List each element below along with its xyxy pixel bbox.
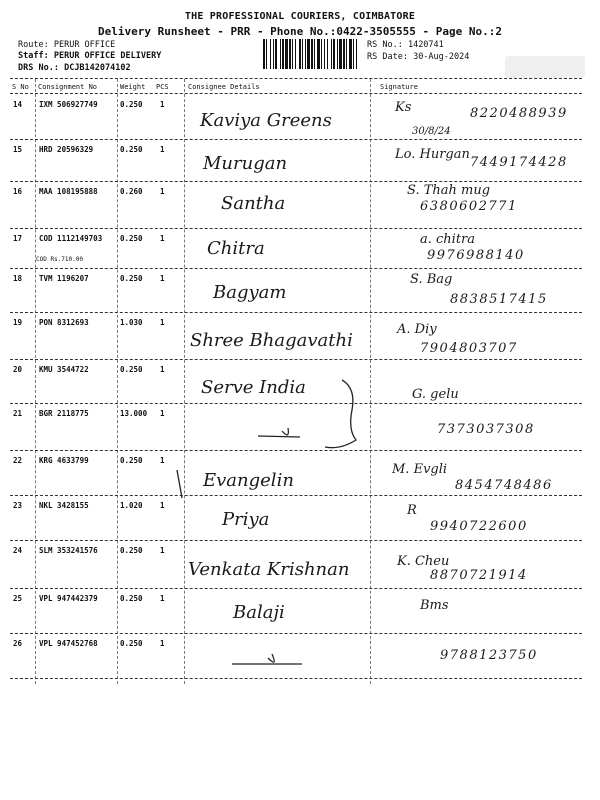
row21-bracket-mark xyxy=(177,470,182,498)
row-consignee-handwritten: Venkata Krishnan xyxy=(188,559,350,580)
row-sno: 14 xyxy=(13,100,23,109)
row-consignment-no: COD 1112149703 xyxy=(39,234,103,243)
row-consignment-no: IXM 506927749 xyxy=(39,100,98,109)
header-signature: Signature xyxy=(380,83,418,91)
row-consignee-handwritten: Kaviya Greens xyxy=(200,110,332,131)
row-sno: 24 xyxy=(13,546,23,555)
row-sno: 25 xyxy=(13,594,23,603)
row-weight: 1.020 xyxy=(120,501,143,510)
row-weight: 0.250 xyxy=(120,365,143,374)
row-consignment-no: SLM 353241576 xyxy=(39,546,98,555)
row-signature: G. gelu xyxy=(412,387,459,402)
row-signature: A. Diy xyxy=(397,322,437,337)
row-phone-handwritten: 9940722600 xyxy=(430,519,528,534)
row-signature: Lo. Hurgan xyxy=(395,147,470,162)
staff-label: Staff: xyxy=(18,51,49,61)
row-pcs: 1 xyxy=(160,409,165,418)
row-consignment-no: BGR 2118775 xyxy=(39,409,89,418)
drs-value: DCJB142074102 xyxy=(64,63,131,73)
row-date-handwritten: 30/8/24 xyxy=(412,126,451,137)
rs-date-label: RS Date: xyxy=(367,52,408,62)
row-phone-handwritten: 8838517415 xyxy=(450,292,548,307)
row-signature: S. Thah mug xyxy=(407,183,491,198)
row-pcs: 1 xyxy=(160,365,165,374)
row-pcs: 1 xyxy=(160,501,165,510)
row-phone-handwritten: 8220488939 xyxy=(470,106,568,121)
row-sno: 15 xyxy=(13,145,23,154)
row-consignee-handwritten: Shree Bhagavathi xyxy=(190,330,353,351)
underline-scribble xyxy=(258,428,300,437)
row-consignment-no: NKL 3428155 xyxy=(39,501,89,510)
row-signature: a. chitra xyxy=(420,232,476,247)
row-phone-handwritten: 9976988140 xyxy=(427,248,525,263)
row-phone-handwritten: 8870721914 xyxy=(430,568,528,583)
row-weight: 1.030 xyxy=(120,318,143,327)
rs-date-value: 30-Aug-2024 xyxy=(413,52,470,62)
row-consignment-no: VPL 947452768 xyxy=(39,639,98,648)
row-consignment-no: HRD 20596329 xyxy=(39,145,94,154)
row-signature: Ks xyxy=(395,100,412,115)
header-pcs: PCS xyxy=(156,83,169,91)
row-weight: 0.250 xyxy=(120,100,143,109)
row-phone-handwritten: 7904803707 xyxy=(420,341,518,356)
row-sno: 26 xyxy=(13,639,23,648)
row-weight: 0.250 xyxy=(120,234,143,243)
row-cod-amount: COD Rs.710.00 xyxy=(36,256,83,263)
row-consignee-handwritten: Bagyam xyxy=(213,282,287,303)
row-pcs: 1 xyxy=(160,274,165,283)
row-consignment-no: PON 8312693 xyxy=(39,318,89,327)
row-signature: R xyxy=(407,503,417,518)
row-pcs: 1 xyxy=(160,639,165,648)
row-signature: M. Evgli xyxy=(392,462,448,477)
row-consignment-no: TVM 1196207 xyxy=(39,274,89,283)
row-consignee-handwritten: Priya xyxy=(222,509,270,530)
row-weight: 0.250 xyxy=(120,274,143,283)
row-pcs: 1 xyxy=(160,318,165,327)
row-signature: Bms xyxy=(420,598,449,613)
row-weight: 0.250 xyxy=(120,639,143,648)
header-consignee: Consignee Details xyxy=(188,83,260,91)
row-consignee-handwritten: Evangelin xyxy=(203,470,294,491)
row-weight: 0.250 xyxy=(120,145,143,154)
row-signature: S. Bag xyxy=(410,272,453,287)
row-signature: K. Cheu xyxy=(397,554,450,569)
drs-label: DRS No.: xyxy=(18,63,59,73)
row-consignment-no: KRG 4633799 xyxy=(39,456,89,465)
rs-no-value: 1420741 xyxy=(407,40,444,50)
rs-no-label: RS No.: xyxy=(367,40,403,50)
row-consignee-handwritten: Balaji xyxy=(233,602,285,623)
route-value: PERUR OFFICE xyxy=(53,40,116,50)
staff-value: PERUR OFFICE DELIVERY xyxy=(53,51,162,61)
row-consignment-no: MAA 108195888 xyxy=(39,187,98,196)
row-phone-handwritten: 9788123750 xyxy=(440,648,538,663)
row-phone-handwritten: 6380602771 xyxy=(420,199,518,214)
row-pcs: 1 xyxy=(160,187,165,196)
underline-scribble xyxy=(232,654,302,664)
header-weight: Weight xyxy=(120,83,146,91)
header-sno: S No xyxy=(12,83,29,91)
row-weight: 0.260 xyxy=(120,187,143,196)
row-consignee-handwritten: Santha xyxy=(221,193,286,214)
row-pcs: 1 xyxy=(160,456,165,465)
row-phone-handwritten: 7449174428 xyxy=(470,155,568,170)
row-weight: 13.000 xyxy=(120,409,148,418)
row-consignment-no: KMU 3544722 xyxy=(39,365,89,374)
row-weight: 0.250 xyxy=(120,594,143,603)
route-label: Route: xyxy=(18,40,49,50)
row-consignment-no: VPL 947442379 xyxy=(39,594,98,603)
row-sno: 21 xyxy=(13,409,23,418)
bracket-mark xyxy=(325,380,356,448)
row-sno: 18 xyxy=(13,274,23,283)
header-consignment: Consignment No xyxy=(38,83,98,91)
row-phone-handwritten: 7373037308 xyxy=(437,422,535,437)
row-consignee-handwritten: Murugan xyxy=(203,153,288,174)
runsheet-subtitle: Delivery Runsheet - PRR - Phone No.:0422-3505555 - Page No.:2 xyxy=(98,25,502,38)
row-pcs: 1 xyxy=(160,546,165,555)
row-consignee-handwritten: Chitra xyxy=(207,238,265,259)
row-phone-handwritten: 8454748486 xyxy=(455,478,553,493)
row-sno: 22 xyxy=(13,456,23,465)
row-sno: 23 xyxy=(13,501,23,510)
row-pcs: 1 xyxy=(160,234,165,243)
row-pcs: 1 xyxy=(160,145,165,154)
company-title: THE PROFESSIONAL COURIERS, COIMBATORE xyxy=(184,11,416,22)
row-weight: 0.250 xyxy=(120,546,143,555)
row-sno: 16 xyxy=(13,187,23,196)
row-consignee-handwritten: Serve India xyxy=(201,377,306,398)
row-sno: 20 xyxy=(13,365,23,374)
row-pcs: 1 xyxy=(160,594,165,603)
row-sno: 19 xyxy=(13,318,23,327)
row-pcs: 1 xyxy=(160,100,165,109)
row-sno: 17 xyxy=(13,234,23,243)
row-weight: 0.250 xyxy=(120,456,143,465)
